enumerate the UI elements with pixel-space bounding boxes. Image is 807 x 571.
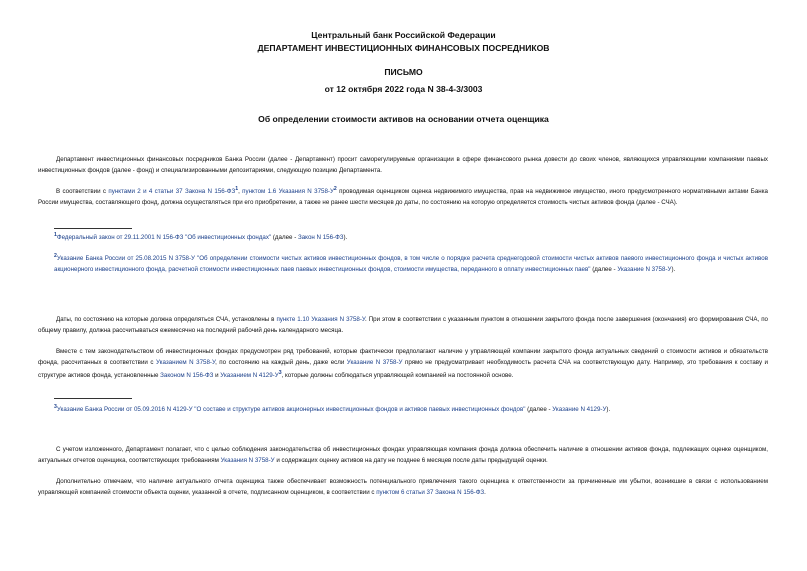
- footnote-ref-1[interactable]: 1: [235, 186, 239, 192]
- document-date-number: от 12 октября 2022 года N 38-4-3/3003: [324, 84, 483, 94]
- link-directive-4129-full[interactable]: Указание Банка России от 05.09.2016 N 4129-У "О составе и структуре активов акционерных инвестиционных фондов и активов паевых инвестиционных фондов": [56, 406, 526, 414]
- paragraph-1: Департамент инвестиционных финансовых посредников Банка России (далее - Департамент) просит саморегулируемые организации в сфере финансового рынка довести до своих членов, являющихся управляющими компаниями паевых инвестиционных фондов (далее - фонд) и специализированными депозитариями, следующую позицию Департамента.: [38, 156, 768, 174]
- paragraph-5: С учетом изложенного, Департамент полагает, что с целью соблюдения законодательства об инвестиционных фондах управляющая компания фонда должна обеспечить наличие в отношении активов фонда, подлежащих оценке оценщиком, актуальных отчетов оценщика, соответствующих требованиям Указания N 3758-У и содержащих оценку активов на дату не позднее 6 месяцев после даты предыдущей оценки.: [38, 446, 768, 464]
- link-law-156-short[interactable]: Закон N 156-ФЗ: [297, 234, 344, 242]
- link-law-156-article-37-6[interactable]: пунктом 6 статьи 37 Закона N 156-ФЗ: [376, 489, 485, 496]
- link-directive-3758-b[interactable]: Указание N 3758-У: [346, 359, 403, 366]
- footnote-3: $^3$Указание Банка России от 05.09.2016 N 4129-У "О составе и структуре активов акционерных инвестиционных фондов и активов паевых инвестиционных фондов" (далее - Указание N 4129-У).: [54, 404, 611, 414]
- link-directive-3758-c[interactable]: Указания N 3758-У: [220, 457, 275, 464]
- document-subject: Об определении стоимости активов на основании отчета оценщика: [258, 114, 549, 124]
- footnote-ref-3[interactable]: 3: [278, 370, 282, 376]
- issuer-name: Центральный банк Российской Федерации: [311, 30, 496, 40]
- link-law-156-c[interactable]: Законом N 156-ФЗ: [160, 372, 214, 380]
- document-type: ПИСЬМО: [384, 67, 423, 77]
- link-directive-3758-a[interactable]: Указанием N 3758-У: [155, 359, 216, 366]
- paragraph-6: Дополнительно отмечаем, что наличие актуального отчета оценщика также обеспечивает возможность потенциального привлечения такого оценщика к ответственности за причиненные им убытки, возникшие в связи с использованием управляющей компанией стоимости объекта оценки, указанной в отчете, подписанном оценщиком, в соответствии с пунктом 6 статьи 37 Закона N 156-ФЗ.: [38, 478, 768, 496]
- footnote-divider: [54, 228, 132, 229]
- paragraph-3: Даты, по состоянию на которые должна определяться СЧА, установлены в пункте 1.10 Указания N 3758-У. При этом в соответствии с указанным пунктом в отношении закрытого фонда после завершения (окончания) его формирования СЧА, по общему правилу, должна рассчитываться ежемесячно на последний рабочий день календарного месяца.: [38, 316, 768, 334]
- link-law-156-articles[interactable]: пунктами 2 и 4 статьи 37 Закона N 156-ФЗ: [108, 188, 236, 196]
- link-directive-4129-short[interactable]: Указание N 4129-У: [552, 406, 607, 414]
- footnote-1: $^1$Федеральный закон от 29.11.2001 N 156-ФЗ "Об инвестиционных фондах" (далее - Закон N 156-ФЗ).: [54, 232, 348, 242]
- link-directive-3758-short[interactable]: Указание N 3758-У: [617, 266, 672, 274]
- department-name: ДЕПАРТАМЕНТ ИНВЕСТИЦИОННЫХ ФИНАНСОВЫХ ПОСРЕДНИКОВ: [257, 43, 550, 53]
- link-law-156[interactable]: Федеральный закон от 29.11.2001 N 156-ФЗ "Об инвестиционных фондах": [56, 234, 272, 242]
- paragraph-2: В соответствии с пунктами 2 и 4 статьи 37 Закона N $156-ФЗ^1$, пунктом 1.6 Указания N $3758-У^2$ проводимая оценщиком оценка недвижимого имущества, прав на недвижимое имущество, иного предусмотренного нормативными актами Банка России имущества, составляющего фонд, должна осуществляться при его приобретении, а также не ранее шести месяцев до даты, по состоянию на которую определяется стоимость чистых активов фонда (далее - СЧА).: [38, 186, 768, 207]
- footnote-ref-2[interactable]: 2: [333, 186, 337, 192]
- link-directive-3758[interactable]: Указание Банка России от 25.08.2015 N 3758-У "Об определении стоимости чистых активов инвестиционных фондов, в том числе о порядке расчета среднегодовой стоимости чистых активов паевого инвестиционного фонда и чистых активов акционерного инвестиционного фонда, расчетной стоимости инвестиционных паев паевых инвестиционных фондов, стоимости имущества, переданного в оплату инвестиционных паев": [54, 255, 768, 274]
- link-directive-3758-clause-1-10[interactable]: пункте 1.10 Указания N 3758-У: [276, 316, 366, 323]
- link-directive-4129[interactable]: Указанием N 4129-У: [220, 372, 279, 380]
- paragraph-4: Вместе с тем законодательством об инвестиционных фондах предусмотрен ряд требований, которые фактически предполагают наличие у управляющей компании закрытого фонда актуальных сведений о стоимости активов и обязательств фонда, рассчитанных в соответствии с Указанием N 3758-У, по состоянию на каждый день, даже если Указание N 3758-У прямо не предусматривает необходимость расчета СЧА на соответствующую дату. Например, это требования к составу и структуре активов фонда, установленные Законом N 156-ФЗ и Указанием N $4129-У^3$, которые должны соблюдаться управляющей компанией на постоянной основе.: [38, 348, 769, 380]
- link-directive-3758-clause-1-6[interactable]: пунктом 1.6 Указания N 3758-У: [242, 188, 334, 196]
- footnote-2: $^2$Указание Банка России от 25.08.2015 N 3758-У "Об определении стоимости чистых активов инвестиционных фондов, в том числе о порядке расчета среднегодовой стоимости чистых активов паевого инвестиционного фонда и чистых активов акционерного инвестиционного фонда, расчетной стоимости инвестиционных паев паевых инвестиционных фондов, стоимости имущества, переданного в оплату инвестиционных паев" (далее - Указание N 3758-У).: [54, 253, 768, 274]
- footnote-divider: [54, 398, 132, 399]
